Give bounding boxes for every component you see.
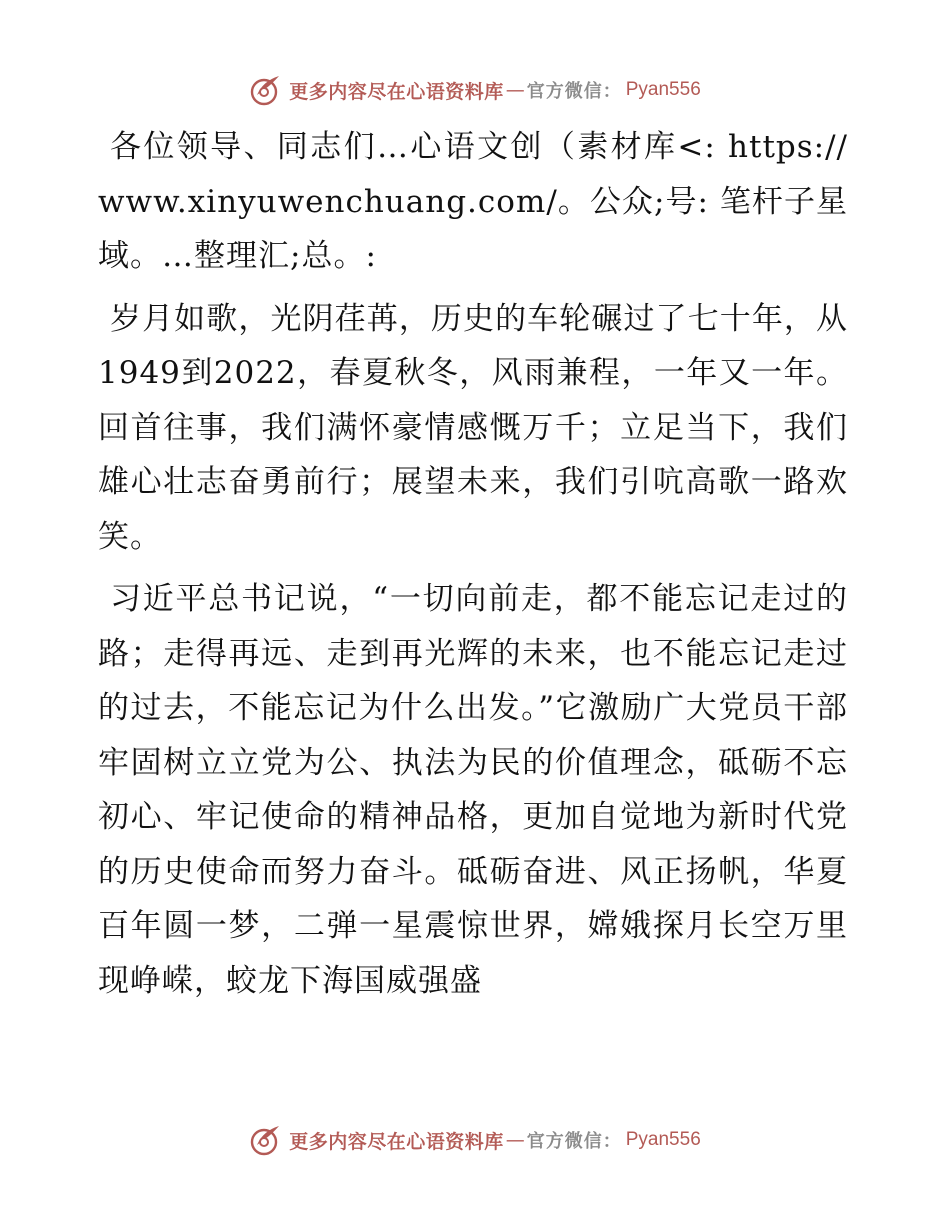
document-body: [98, 120, 848, 1008]
quill-logo-icon: [249, 1123, 283, 1157]
banner-text: 更多内容尽在心语资料库: [289, 80, 504, 103]
footer-banner: [0, 1120, 950, 1160]
paragraph: 岁月如歌，光阴荏苒，历史的车轮碾过了七十年，从1949到2022，春夏秋冬，风雨兼程，一年又一年。回首往事，我们满怀豪情感慨万千；立足当下，我们雄心壮志奋勇前行；展望未来，我们引吭高歌一路欢笑。: [98, 300, 848, 555]
paragraph: 习近平总书记说，“一切向前走，都不能忘记走过的路；走得再远、走到再光辉的未来，也不能忘记走过的过去，不能忘记为什么出发。”它激励广大党员干部牢固树立立党为公、执法为民的价值理念，砥砺不忘初心、牢记使命的精神品格，更加自觉地为新时代党的历史使命而努力奋斗。砥砺奋进、风正扬帆，华夏百年圆一梦，二弹一星震惊世界，嫦娥探月长空万里现峥嵘，蛟龙下海国威强盛: [98, 581, 848, 999]
quill-logo-icon: [249, 73, 283, 107]
header-banner: [0, 70, 950, 110]
banner-dash: —: [505, 1129, 525, 1151]
wechat-label: 官方微信：: [526, 1131, 622, 1152]
banner-dash: —: [505, 79, 525, 101]
wechat-id: Pyan556: [625, 1129, 701, 1150]
banner-text: 更多内容尽在心语资料库: [289, 1130, 504, 1153]
wechat-id: Pyan556: [625, 79, 701, 100]
wechat-label: 官方微信：: [526, 81, 622, 102]
paragraph: 各位领导、同志们…心语文创（素材库<: https://www.xinyuwenchuang.com/。公众;号: 笔杆子星域。…整理汇;总。:: [98, 129, 848, 274]
